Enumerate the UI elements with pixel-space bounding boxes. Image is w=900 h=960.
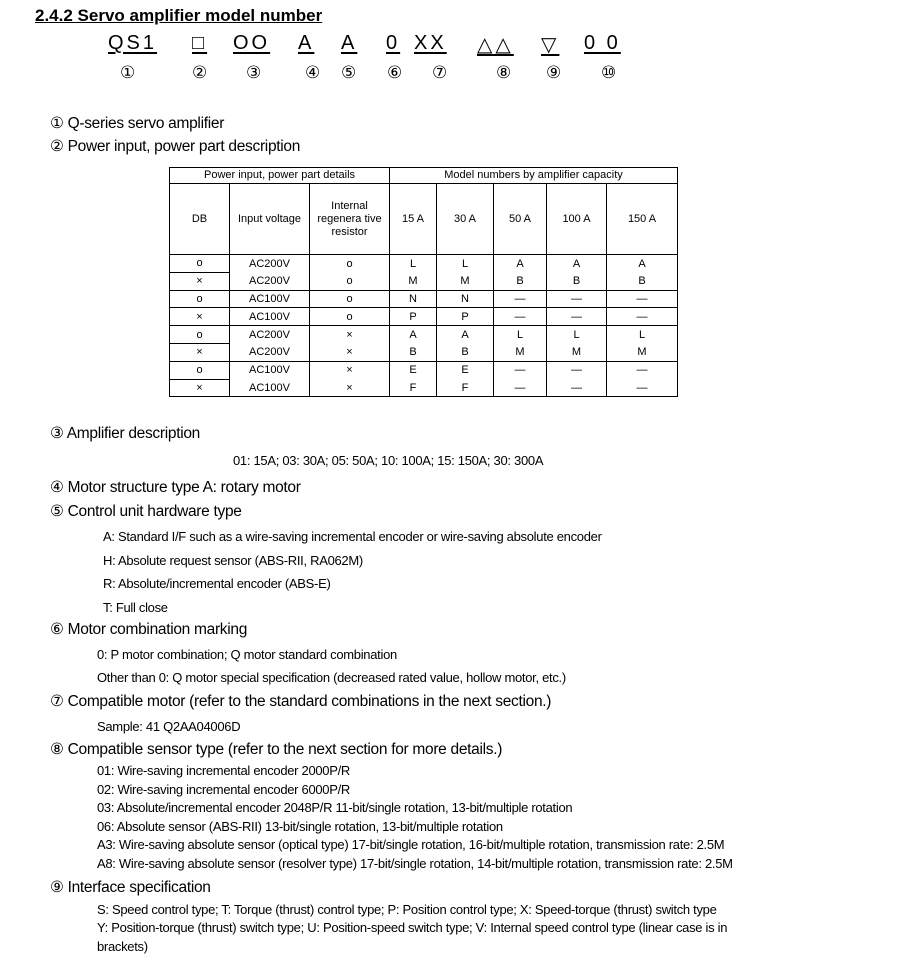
model-letter-cell: M	[494, 343, 547, 361]
model-letter-cell: E	[390, 361, 437, 379]
model-letter-cell: F	[390, 379, 437, 397]
model-letter-cell: M	[437, 272, 494, 290]
table-header-capacity: 150 A	[607, 184, 678, 255]
section-heading: 2.4.2 Servo amplifier model number	[35, 6, 323, 25]
table-header-input-voltage: Input voltage	[230, 184, 310, 255]
item-7-title: ⑦ Compatible motor (refer to the standard combinations in the next section.)	[50, 693, 552, 710]
item-2-title: ② Power input, power part description	[50, 138, 301, 155]
model-letter-cell: A	[437, 326, 494, 344]
model-letter-cell: —	[607, 290, 678, 308]
item-5-line: H: Absolute request sensor (ABS-RII, RA062M)	[103, 553, 363, 568]
item-7-line: Sample: 41 Q2AA04006D	[97, 719, 241, 734]
item-9-line: brackets)	[97, 939, 148, 954]
code-number-8: ⑧	[496, 63, 512, 82]
input-voltage-cell: AC200V	[230, 272, 310, 290]
input-voltage-cell: AC100V	[230, 308, 310, 326]
item-8-line: 01: Wire-saving incremental encoder 2000P/R	[97, 763, 351, 778]
model-letter-cell: L	[437, 255, 494, 273]
item-6-title: ⑥ Motor combination marking	[50, 621, 248, 638]
item-5-line: T: Full close	[103, 600, 168, 615]
model-letter-cell: N	[390, 290, 437, 308]
db-cell: o	[170, 326, 230, 344]
db-cell: o	[170, 290, 230, 308]
model-letter-cell: L	[390, 255, 437, 273]
item-6-line: Other than 0: Q motor special specification (decreased rated value, hollow motor, etc.)	[97, 670, 566, 685]
input-voltage-cell: AC200V	[230, 343, 310, 361]
table-header-capacity: 50 A	[494, 184, 547, 255]
model-letter-cell: M	[390, 272, 437, 290]
item-5-title: ⑤ Control unit hardware type	[50, 503, 242, 520]
code-number-3: ③	[246, 63, 262, 82]
model-letter-cell: B	[437, 343, 494, 361]
model-letter-cell: —	[494, 308, 547, 326]
resistor-cell: ×	[310, 361, 390, 379]
resistor-cell: o	[310, 255, 390, 273]
input-voltage-cell: AC200V	[230, 326, 310, 344]
item-8-line: A3: Wire-saving absolute sensor (optical type) 17-bit/single rotation, 16-bit/multiple rotation, transmission rate: 2.5M	[97, 837, 725, 852]
model-code-segment-6: 0	[386, 32, 401, 54]
item-5-line: A: Standard I/F such as a wire-saving incremental encoder or wire-saving absolute encoder	[103, 529, 602, 544]
table-row	[170, 290, 678, 308]
power-part-table	[169, 167, 678, 397]
db-cell: ×	[170, 308, 230, 326]
model-letter-cell: —	[494, 361, 547, 379]
item-9-line: S: Speed control type; T: Torque (thrust) control type; P: Position control type; X: Speed-torque (thrust) switch type	[97, 902, 717, 917]
table-group-header-capacity: Model numbers by amplifier capacity	[390, 168, 678, 184]
model-letter-cell: B	[547, 272, 607, 290]
model-letter-cell: —	[547, 290, 607, 308]
model-letter-cell: E	[437, 361, 494, 379]
code-number-5: ⑤	[341, 63, 357, 82]
model-letter-cell: —	[494, 379, 547, 397]
db-cell: ×	[170, 272, 230, 290]
model-letter-cell: M	[547, 343, 607, 361]
model-letter-cell: L	[494, 326, 547, 344]
db-cell: ×	[170, 379, 230, 397]
table-row	[170, 361, 678, 379]
model-letter-cell: B	[494, 272, 547, 290]
model-letter-cell: L	[547, 326, 607, 344]
model-letter-cell: B	[390, 343, 437, 361]
item-6-line: 0: P motor combination; Q motor standard combination	[97, 647, 397, 662]
item-3-title: ③ Amplifier description	[50, 425, 200, 442]
item-9-line: Y: Position-torque (thrust) switch type; U: Position-speed switch type; V: Internal speed control type (linear case is in	[97, 920, 728, 935]
item-5-line: R: Absolute/incremental encoder (ABS-E)	[103, 576, 331, 591]
resistor-cell: o	[310, 308, 390, 326]
model-code-segment-8: △△	[477, 34, 514, 56]
item-8-line: 06: Absolute sensor (ABS-RII) 13-bit/single rotation, 13-bit/multiple rotation	[97, 819, 503, 834]
model-code-segment-4: A	[298, 32, 315, 54]
code-number-10: ⑩	[601, 63, 617, 82]
model-code-segment-5: A	[341, 32, 358, 54]
code-number-1: ①	[120, 63, 136, 82]
model-letter-cell: P	[390, 308, 437, 326]
table-row	[170, 308, 678, 326]
resistor-cell: o	[310, 290, 390, 308]
item-1-title: ① Q-series servo amplifier	[50, 115, 225, 132]
model-letter-cell: A	[494, 255, 547, 273]
item-8-line: 02: Wire-saving incremental encoder 6000P/R	[97, 782, 351, 797]
table-row	[170, 379, 678, 397]
model-code-segment-9: ▽	[541, 34, 560, 56]
item-8-line: 03: Absolute/incremental encoder 2048P/R 11-bit/single rotation, 13-bit/multiple rotation	[97, 800, 573, 815]
input-voltage-cell: AC200V	[230, 255, 310, 273]
table-header-capacity: 15 A	[390, 184, 437, 255]
model-code-segment-2: □	[192, 32, 208, 54]
code-number-9: ⑨	[546, 63, 562, 82]
model-code-segment-10: 0 0	[584, 32, 621, 54]
model-letter-cell: L	[607, 326, 678, 344]
table-header-capacity: 30 A	[437, 184, 494, 255]
input-voltage-cell: AC100V	[230, 379, 310, 397]
model-letter-cell: A	[390, 326, 437, 344]
table-header-capacity: 100 A	[547, 184, 607, 255]
table-header-regenerative-resistor: Internal regenera tive resistor	[310, 184, 390, 255]
item-8-title: ⑧ Compatible sensor type (refer to the next section for more details.)	[50, 741, 503, 758]
resistor-cell: ×	[310, 343, 390, 361]
code-number-7: ⑦	[432, 63, 448, 82]
resistor-cell: ×	[310, 379, 390, 397]
resistor-cell: ×	[310, 326, 390, 344]
model-letter-cell: M	[607, 343, 678, 361]
code-number-4: ④	[305, 63, 321, 82]
db-cell: o	[170, 255, 230, 273]
model-code-segment-7: XX	[414, 32, 447, 54]
table-row	[170, 255, 678, 273]
model-letter-cell: —	[607, 361, 678, 379]
table-row	[170, 326, 678, 344]
model-letter-cell: —	[547, 308, 607, 326]
model-letter-cell: —	[494, 290, 547, 308]
db-cell: o	[170, 361, 230, 379]
model-letter-cell: N	[437, 290, 494, 308]
code-number-6: ⑥	[387, 63, 403, 82]
table-header-db: DB	[170, 184, 230, 255]
item-3-text: 01: 15A; 03: 30A; 05: 50A; 10: 100A; 15: 150A; 30: 300A	[233, 453, 544, 468]
model-code-segment-3: OO	[233, 32, 271, 54]
model-letter-cell: —	[607, 308, 678, 326]
table-row	[170, 343, 678, 361]
item-8-line: A8: Wire-saving absolute sensor (resolver type) 17-bit/single rotation, 14-bit/multiple rotation, transmission rate: 2.5M	[97, 856, 733, 871]
item-9-title: ⑨ Interface specification	[50, 879, 211, 896]
model-letter-cell: A	[607, 255, 678, 273]
input-voltage-cell: AC100V	[230, 290, 310, 308]
item-4-title: ④ Motor structure type A: rotary motor	[50, 479, 301, 496]
resistor-cell: o	[310, 272, 390, 290]
table-group-header-power: Power input, power part details	[170, 168, 390, 184]
input-voltage-cell: AC100V	[230, 361, 310, 379]
code-number-2: ②	[192, 63, 208, 82]
db-cell: ×	[170, 343, 230, 361]
model-letter-cell: —	[547, 361, 607, 379]
table-body	[170, 255, 678, 397]
model-letter-cell: —	[607, 379, 678, 397]
model-letter-cell: F	[437, 379, 494, 397]
model-letter-cell: B	[607, 272, 678, 290]
model-letter-cell: P	[437, 308, 494, 326]
table-row	[170, 272, 678, 290]
model-letter-cell: A	[547, 255, 607, 273]
model-letter-cell: —	[547, 379, 607, 397]
model-code-segment-1: QS1	[108, 32, 158, 54]
